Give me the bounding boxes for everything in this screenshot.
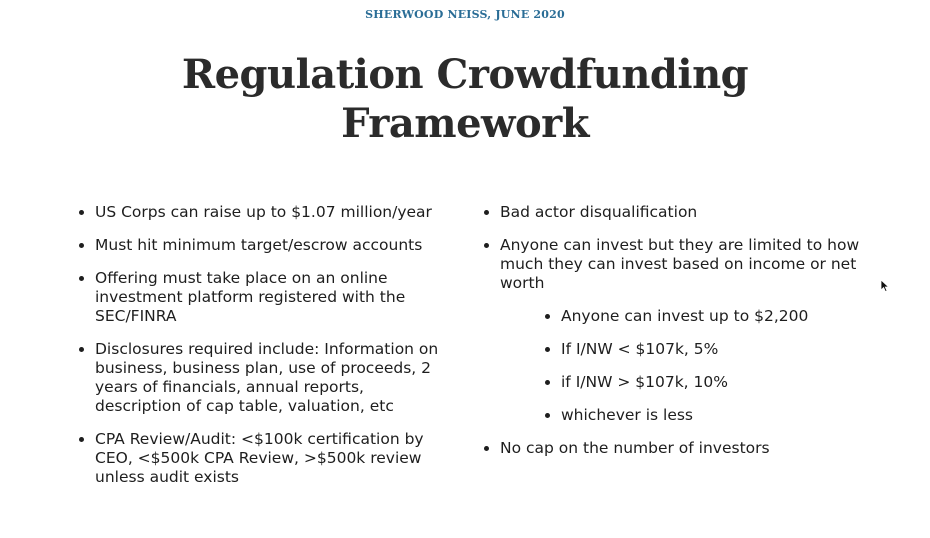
title-line-2: Framework — [341, 100, 589, 147]
sub-bullet-item: whichever is less — [544, 406, 883, 425]
bullet-text: Anyone can invest but they are limited to how much they can invest based on income or net worth — [500, 236, 860, 292]
bullet-item: Bad actor disqualification — [483, 203, 883, 222]
bullet-item: US Corps can raise up to $1.07 million/year — [78, 203, 448, 222]
slide-header: SHERWOOD NEISS, JUNE 2020 — [365, 8, 565, 21]
sub-bullet-item: If I/NW < $107k, 5% — [544, 340, 883, 359]
right-column — [483, 203, 883, 472]
left-bullet-list — [78, 203, 448, 487]
mouse-pointer-icon — [880, 279, 890, 293]
bullet-item: No cap on the number of investors — [483, 439, 883, 458]
sub-bullet-item: if I/NW > $107k, 10% — [544, 373, 883, 392]
slide-title — [0, 50, 930, 148]
sub-bullet-item: Anyone can invest up to $2,200 — [544, 307, 883, 326]
bullet-item: Offering must take place on an online investment platform registered with the SEC/FINRA — [78, 269, 448, 326]
sub-bullet-list — [544, 307, 883, 425]
title-line-1: Regulation Crowdfunding — [181, 51, 749, 98]
bullet-item: Disclosures required include: Information on business, business plan, use of proceeds, 2 years of financials, annual reports, description of cap table, valuation, etc — [78, 340, 448, 416]
bullet-item: Must hit minimum target/escrow accounts — [78, 236, 448, 255]
right-bullet-list — [483, 203, 883, 458]
bullet-item: CPA Review/Audit: <$100k certification by CEO, <$500k CPA Review, >$500k review unless audit exists — [78, 430, 448, 487]
left-column — [78, 203, 448, 501]
bullet-item-with-subitems — [483, 236, 883, 425]
